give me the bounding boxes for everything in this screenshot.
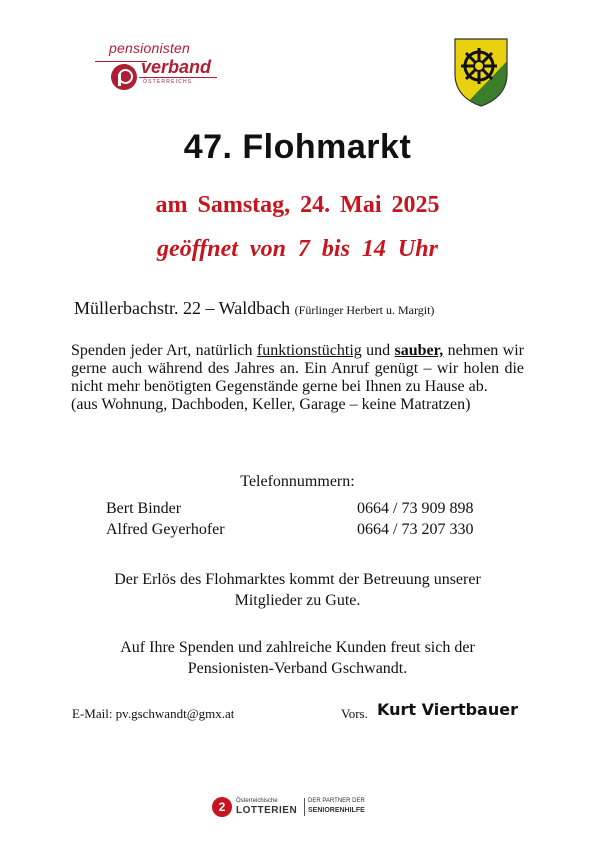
event-date: am Samstag, 24. Mai 2025 <box>155 192 440 218</box>
donation-bold-word: sauber, <box>394 342 444 359</box>
gear-cross-crest-icon <box>452 36 510 108</box>
lotterien-divider <box>304 798 305 816</box>
donation-text-2: und <box>361 342 395 359</box>
proceeds-note <box>0 569 595 611</box>
contact-phone: 0664 / 73 207 330 <box>357 521 474 538</box>
donation-underlined-word: funktionstüchtig <box>256 342 362 359</box>
logo-p-icon <box>111 64 137 90</box>
logo-text-top: pensionisten <box>109 40 191 56</box>
donation-items-note: (aus Wohnung, Dachboden, Keller, Garage – keine Matratzen) <box>71 396 471 413</box>
chairman-label: Vors. <box>341 706 368 721</box>
donation-paragraph <box>71 342 524 414</box>
chairman-signature: Kurt Viertbauer <box>377 700 518 719</box>
lotterien-partner: DER PARTNER DER <box>308 798 365 804</box>
lotterien-logo <box>212 796 382 820</box>
proceeds-line: Mitglieder zu Gute. <box>234 592 361 609</box>
donation-text-3: nehmen wir gerne auch während des Jahres an. Ein Anruf genügt – wir holen die nicht mehr benötigten Gegenstände gerne bei Ihnen zu Hause ab. <box>71 342 524 395</box>
donation-text-1: Spenden jeder Art, natürlich <box>71 342 257 359</box>
logo-underline <box>139 77 217 78</box>
thanks-line: Pensionisten-Verband Gschwandt. <box>187 660 408 677</box>
lotterien-seniorenhilfe: SENIORENHILFE <box>308 807 365 814</box>
lotterien-small: Österreichische <box>236 798 278 804</box>
contact-name: Alfred Geyerhofer <box>106 521 225 538</box>
address-main: Müllerbachstr. 22 – Waldbach <box>74 298 291 318</box>
proceeds-line: Der Erlös des Flohmarktes kommt der Betreuung unserer <box>114 571 481 588</box>
pensionistenverband-logo <box>95 40 225 90</box>
logo-divider <box>95 61 147 62</box>
address-note: (Fürlinger Herbert u. Margit) <box>294 303 435 317</box>
logo-text-main: verband <box>141 57 212 77</box>
logo-text-sub: ÖSTERREICHS <box>143 79 193 85</box>
email-contact: E-Mail: pv.gschwandt@gmx.at <box>72 706 235 721</box>
phone-heading: Telefonnummern: <box>240 473 355 490</box>
lotterien-icon: 2 <box>212 797 232 817</box>
thanks-line: Auf Ihre Spenden und zahlreiche Kunden freut sich der <box>120 639 475 656</box>
contact-phone: 0664 / 73 909 898 <box>357 500 474 517</box>
event-title: 47. Flohmarkt <box>183 128 412 166</box>
event-address <box>74 298 434 319</box>
thanks-note <box>0 637 595 679</box>
event-hours: geöffnet von 7 bis 14 Uhr <box>157 236 438 262</box>
lotterien-big: LOTTERIEN <box>236 805 298 816</box>
contact-name: Bert Binder <box>106 500 182 517</box>
